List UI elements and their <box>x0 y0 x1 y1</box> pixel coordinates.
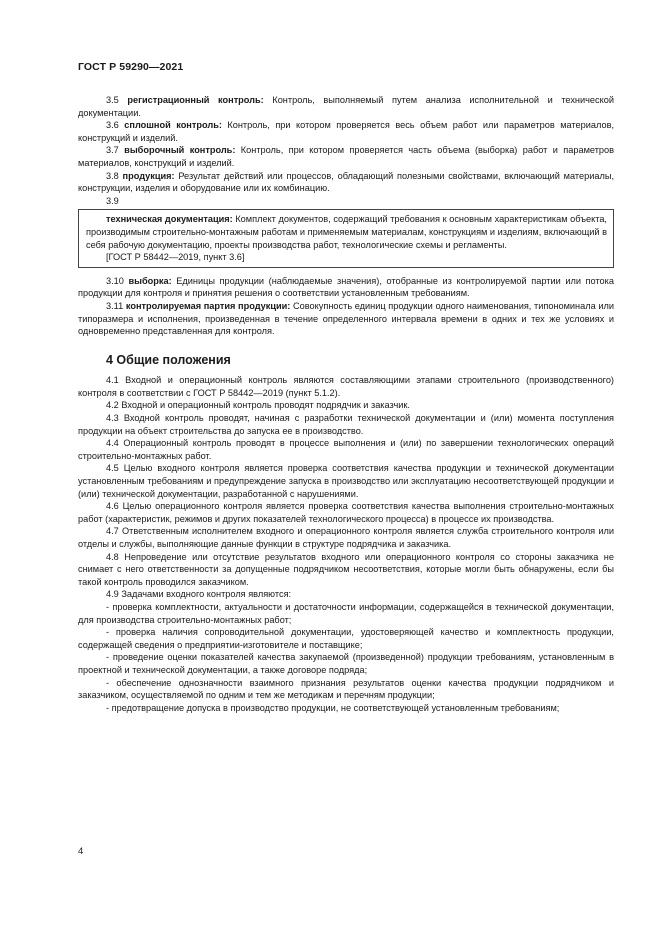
input-control-tasks-list <box>78 601 614 714</box>
definition-3-8: 3.8 продукция: Результат действий или процессов, обладающий полезными свойствами, включающий материалы, конструкции, изделия и оборудование или их комбинацию. <box>78 170 614 194</box>
paragraph-4-2: 4.2 Входной и операционный контроль проводят подрядчик и заказчик. <box>106 400 410 411</box>
paragraph-4-6: 4.6 Целью операционного контроля является проверка соответствия качества выполнения строительно-монтажных работ (характеристик, режимов и других показателей технологического процесса) в процессе их производства. <box>78 501 614 524</box>
paragraph-4-9: 4.9 Задачами входного контроля являются: <box>106 589 292 600</box>
boxed-definition-3-9 <box>78 209 614 267</box>
definition-3-7: 3.7 выборочный контроль: Контроль, при котором проверяется часть объема (выборка) работ и параметров материалов, конструкций и изделий. <box>78 145 614 168</box>
paragraph-4-5: 4.5 Целью входного контроля является проверка соответствия качества продукции и технической документации установленным требованиям и предупреждение запуска в производство или эксплуатацию несоответствующей продукции и (или) технической документации, разработанной с нарушениями. <box>78 463 614 499</box>
paragraph-4-1: 4.1 Входной и операционный контроль являются составляющими этапами строительного (производственного) контроля в соответствии с ГОСТ Р 58442—2019 (пункт 5.1.2). <box>78 375 614 398</box>
list-item: - предотвращение допуска в производство продукции, не соответствующей установленным требованиям; <box>106 702 560 713</box>
definition-3-11: 3.11 контролируемая партия продукции: Совокупность единиц продукции одного наименования, типономинала или типоразмера и исполнения, произведенная в течение определенного интервала времени в одних и тех же условиях и одновременно представленная для контроля. <box>78 300 614 337</box>
section-4-title: 4 Общие положения <box>106 352 231 367</box>
definition-3-9-number: 3.9 <box>106 195 119 206</box>
paragraph-4-7: 4.7 Ответственным исполнителем входного и операционного контроля является служба строительного контроля или отделы и службы, выполняющие данные функции в структуре подрядчика и заказчика. <box>78 526 614 549</box>
definitions-list <box>78 94 614 207</box>
paragraph-4-8: 4.8 Непроведение или отсутствие результатов входного или операционного контроля со стороны заказчика не снимает с него ответственности за допущенные подрядчиком несоответствия, которые могли быть обнаружены, если бы такой контроль проводился заказчиком. <box>78 551 614 587</box>
paragraph-4-3: 4.3 Входной контроль проводят, начиная с разработки технической документации и (или) момента поступления продукции на объект строительства до запуска ее в производство. <box>78 413 614 436</box>
list-item: - проверка наличия сопроводительной документации, удостоверяющей качество и комплектность продукции, содержащей сведения о предприятии-изготовителе и поставщике; <box>78 627 614 650</box>
definitions-list-2 <box>78 275 614 338</box>
definition-3-10: 3.10 выборка: Единицы продукции (наблюдаемые значения), отобранные из контролируемой партии или потока продукции для контроля и принятия решения о соответствии установленным требованиям. <box>78 275 614 299</box>
definition-3-6: 3.6 сплошной контроль: Контроль, при котором проверяется весь объем работ или параметров материалов, конструкций и изделий. <box>78 120 615 143</box>
page-content <box>78 94 614 714</box>
definition-3-9: техническая документация: Комплект документов, содержащий требования к основным характеристикам объекта, производимым строительно-монтажным работам и применяемым материалам, конструкциям и изделиям, включающий в себя рабочую документацию, проекты производства работ, технологические схемы и регламенты. <box>86 214 607 250</box>
definition-3-9-reference: [ГОСТ Р 58442—2019, пункт 3.6] <box>106 252 245 263</box>
list-item: - проверка комплектности, актуальности и достаточности информации, содержащейся в технической документации, для производства строительно-монтажных работ; <box>78 601 614 625</box>
page-number: 4 <box>78 846 84 857</box>
paragraph-4-4: 4.4 Операционный контроль проводят в процессе выполнения и (или) по завершении технологических операций строительно-монтажных работ. <box>78 438 614 461</box>
list-item: - проведение оценки показателей качества закупаемой (произведенной) продукции требованиям, установленным в проектной и технической документации, а также договоре подряда; <box>78 652 614 675</box>
list-item: - обеспечение однозначности взаимного признания результатов оценки качества продукции подрядчиком и заказчиком, осуществляемой по одним и тем же методикам и перечням продукции; <box>78 677 614 701</box>
definition-3-5: 3.5 регистрационный контроль: Контроль, выполняемый путем анализа исполнительной и технической документации. <box>78 95 614 118</box>
section-4-body <box>78 374 614 714</box>
document-header: ГОСТ Р 59290—2021 <box>78 61 184 73</box>
